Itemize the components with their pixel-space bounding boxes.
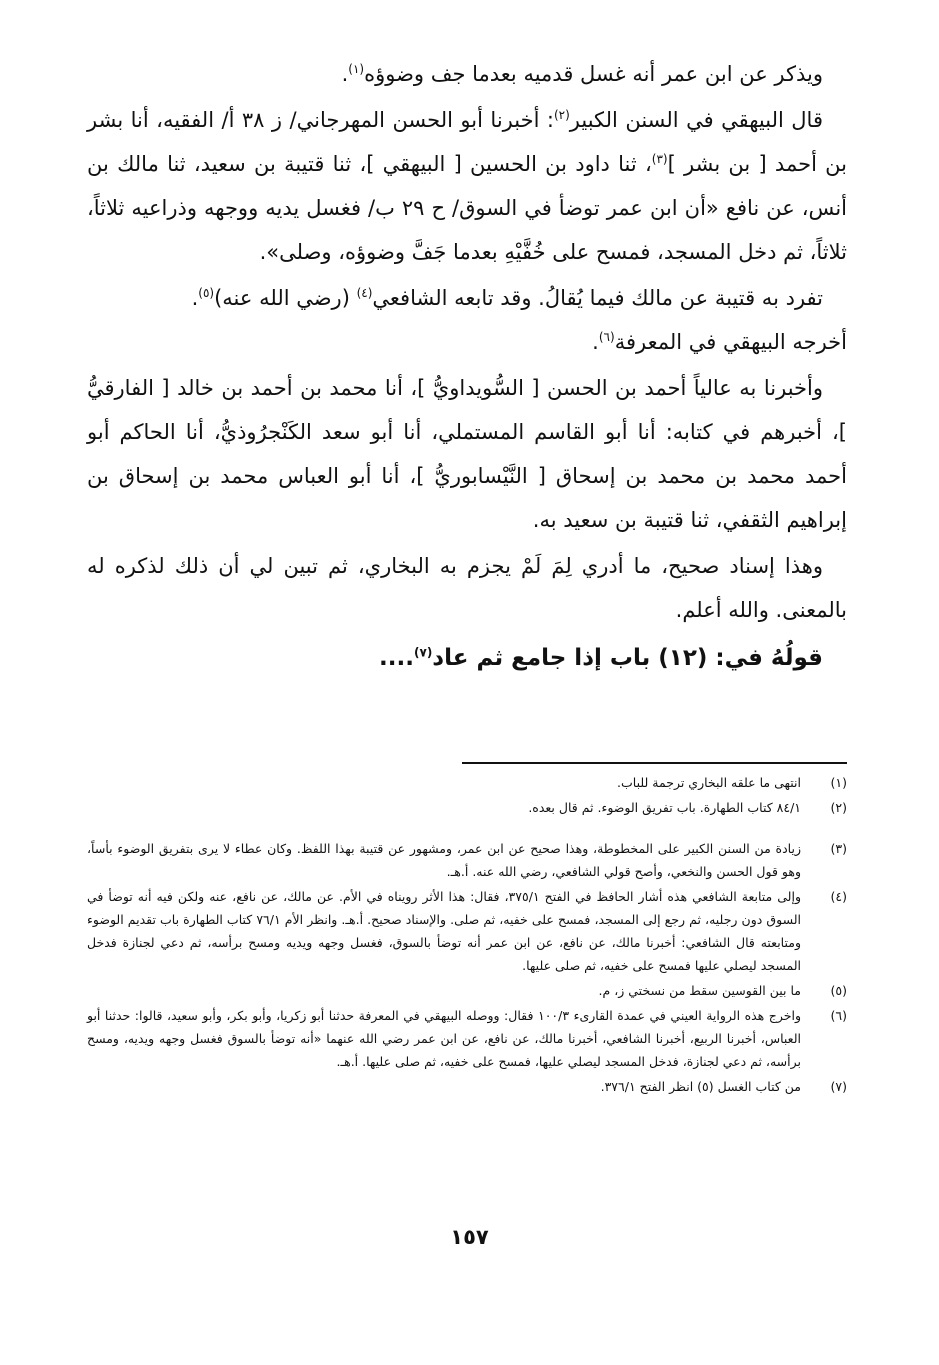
- footnote-number: (٤): [830, 889, 847, 904]
- footnote-text: واخرج هذه الرواية العيني في عمدة القارىء ١٠٠/٣ فقال: ووصله البيهقي في المعرفة حدثنا أبو زكريا، وأبو بكر، وأبو سعيد، قالوا: حدثنا أبو العباس، أخبرنا الربيع، أخبرنا الشافعي، أخبرنا مالك، عن نافع، عن ابن عمر رضي الله عنهما «أنه توضأ بالسوق فغسل وجهه ويديه، ومسح برأسه، ثم دعي لجنازة، فدخل المسجد ليصلي عليها، فمسح على خفيه، ثم صلى عليها. أ.هـ.: [87, 1008, 801, 1069]
- paragraph-4-text-b: .: [592, 330, 599, 354]
- paragraph-6-text: وهذا إسناد صحيح، ما أدري لِمَ لَمْ يجزم به البخاري، ثم تبين لي أن ذلك لذكره له بالمعنى. والله أعلم.: [87, 554, 847, 622]
- footnote-item: [87, 1075, 847, 1098]
- footnote-ref-1[interactable]: (١): [348, 62, 365, 76]
- footnote-item: [87, 771, 847, 794]
- footnote-number: (٥): [830, 983, 847, 998]
- paragraph-3-text-c: .: [191, 286, 199, 310]
- footnote-item: [87, 837, 847, 883]
- main-text: [87, 52, 847, 680]
- footnote-text: انتهى ما علقه البخاري ترجمة للباب.: [617, 775, 801, 790]
- footnote-item: [87, 796, 847, 819]
- paragraph-2-text-b: : أخبرنا أبو الحسن المهرجاني/ ز ٣٨ أ/ الفقيه، أنا بشر بن أحمد [ بن بشر ]: [87, 108, 847, 176]
- footnote-item: [87, 979, 847, 1002]
- paragraph-7-text-a: قولُهُ في: (١٢) باب إذا جامع ثم عاد: [432, 645, 823, 671]
- paragraph-1-text: ويذكر عن ابن عمر أنه غسل قدميه بعدما جف وضوؤه: [364, 62, 823, 86]
- footnote-divider: [462, 762, 847, 764]
- paragraph-1: ويذكر عن ابن عمر أنه غسل قدميه بعدما جف وضوؤه$^{(١)}$.: [341, 62, 823, 86]
- footnote-ref-4[interactable]: (٤): [356, 286, 373, 300]
- footnote-text: من كتاب الغسل (٥) انظر الفتح ٣٧٦/١.: [600, 1079, 801, 1094]
- footnote-number: (١): [830, 775, 847, 790]
- footnotes-section: [87, 771, 847, 1098]
- footnote-number: (٧): [830, 1079, 847, 1094]
- footnote-text: ما بين القوسين سقط من نسختي ز، م.: [598, 983, 801, 998]
- footnote-ref-3[interactable]: (٣): [651, 152, 668, 166]
- paragraph-3: [87, 276, 847, 320]
- page-number: ١٥٧: [450, 1225, 489, 1249]
- footnote-ref-2[interactable]: (٢): [553, 108, 570, 122]
- paragraph-5: [87, 366, 847, 542]
- paragraph-4: [87, 320, 847, 364]
- footnote-ref-5[interactable]: (٥): [198, 286, 215, 300]
- footnote-text: وإلى متابعة الشافعي هذه أشار الحافظ في الفتح ٣٧٥/١، فقال: هذا الأثر رويناه في الأم. عن مالك، عن نافع، عنه ولكن فيه أنه توضأ في السوق دون رجليه، ثم رجع إلى المسجد، فمسح على خفيه، ثم صلى. والإسناد صحيح. أ.هـ. وانظر الأم ٧٦/١ كتاب الطهارة باب تقديم الوضوء ومتابعته قال الشافعي: أخبرنا مالك، عن نافع، عن ابن عمر أنه توضأ بالسوق، فغسل وجهه ويديه ومسح برأسه، ثم دعي لجنازة فدخل المسجد ليصلي عليها فمسح على خفيه، ثم صلى عليها.: [87, 889, 801, 973]
- footnote-item: [87, 1004, 847, 1073]
- paragraph-3-text-b: (رضي الله عنه): [214, 286, 357, 310]
- footnote-item: [87, 885, 847, 977]
- paragraph-6: [87, 544, 847, 632]
- paragraph-5-text: وأخبرنا به عالياً أحمد بن الحسن [ السُّويداويُّ ]، أنا محمد بن أحمد بن خالد [ الفارقيُّ ]، أخبرهم في كتابه: أنا أبو القاسم المستملي، أنا أبو سعد الكَنْجرُوذيُّ، أنا الحاكم أبو أحمد محمد بن محمد بن إسحاق [ النَّيْسابوريُّ ]، أنا أبو العباس محمد بن إسحاق بن إبراهيم الثقفي، ثنا قتيبة بن سعيد به.: [87, 376, 847, 532]
- footnote-number: (٢): [830, 800, 847, 815]
- paragraph-2-text-a: قال البيهقي في السنن الكبير: [569, 108, 823, 132]
- footnote-ref-6[interactable]: (٦): [598, 330, 615, 344]
- footnote-number: (٣): [830, 841, 847, 856]
- paragraph-7-text-b: ....: [379, 645, 414, 671]
- footnote-text: زيادة من السنن الكبير على المخطوطة، وهذا صحيح عن ابن عمر، ومشهور عن قتيبة بهذا اللفظ. وكان عطاء لا يرى بتفريق الوضوء بأساً، وهو قول الحسن والنخعي، وأصح قولي الشافعي، رضي الله عنه. أ.هـ.: [87, 841, 801, 879]
- footnote-number: (٦): [830, 1008, 847, 1023]
- paragraph-3-text-a: تفرد به قتيبة عن مالك فيما يُقالُ. وقد تابعه الشافعي: [372, 286, 823, 310]
- paragraph-7-chapter-heading: [87, 636, 847, 680]
- paragraph-2-text-c: ، ثنا داود بن الحسين [ البيهقي ]، ثنا قتيبة بن سعيد، ثنا مالك بن أنس، عن نافع «أن ابن عمر توضأ في السوق/ ح ٢٩ ب/ فغسل يديه ووجهه وذراعيه ثلاثاً، ثلاثاً، ثم دخل المسجد، فمسح على خُفَّيْهِ بعدما جَفَّ وضوؤه، وصلى».: [87, 152, 847, 264]
- footnote-text: ٨٤/١ كتاب الطهارة. باب تفريق الوضوء. ثم قال بعده.: [528, 800, 801, 815]
- paragraph-2: [87, 98, 847, 274]
- paragraph-4-text-a: أخرجه البيهقي في المعرفة: [614, 330, 847, 354]
- footnote-ref-7[interactable]: (٧): [414, 645, 433, 660]
